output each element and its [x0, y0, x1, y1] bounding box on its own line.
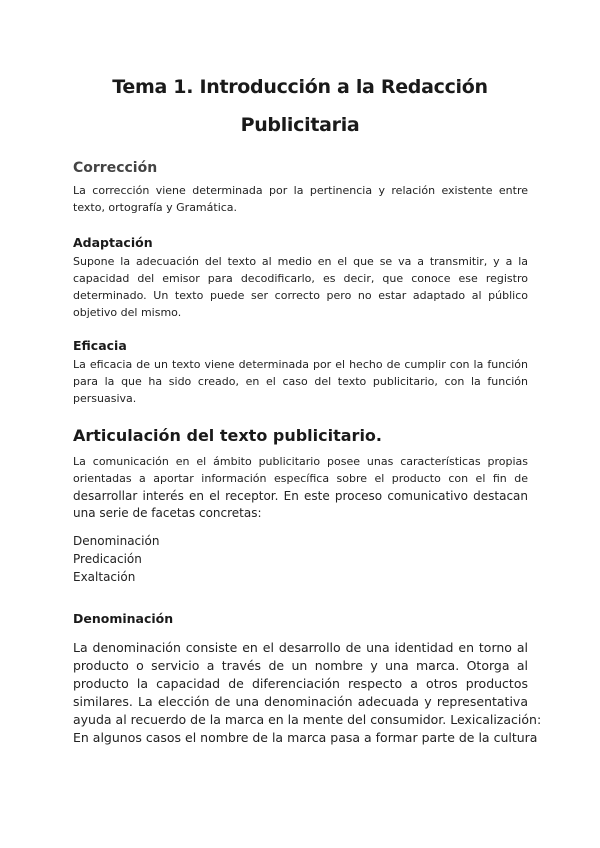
heading-denominacion: Denominación — [73, 611, 174, 626]
heading-correccion: Corrección — [73, 160, 158, 176]
paragraph-line: objetivo del mismo. — [73, 306, 182, 319]
paragraph-line: texto, ortografía y Gramática. — [73, 201, 238, 214]
paragraph-line: La denominación consiste en el desarrollo de una identidad en torno al — [73, 640, 528, 655]
heading-articulacion: Articulación del texto publicitario. — [73, 426, 382, 445]
paragraph-line: desarrollar interés en el receptor. En este proceso comunicativo destacan — [73, 489, 528, 503]
heading-eficacia: Eficacia — [73, 338, 127, 353]
heading-adaptacion: Adaptación — [73, 235, 153, 250]
paragraph-line: La eficacia de un texto viene determinada por el hecho de cumplir con la función — [73, 358, 528, 371]
paragraph-line: En algunos casos el nombre de la marca pasa a formar parte de la cultura — [73, 730, 538, 745]
paragraph-line: capacidad del emisor para decodificarlo, es decir, que conoce ese registro — [73, 272, 528, 285]
paragraph-line: La corrección viene determinada por la pertinencia y relación existente entre — [73, 184, 528, 197]
paragraph-line: persuasiva. — [73, 392, 137, 405]
paragraph-line: una serie de facetas concretas: — [73, 506, 262, 520]
paragraph-line: ayuda al recuerdo de la marca en la mente del consumidor. Lexicalización: — [73, 712, 542, 727]
list-item: Predicación — [73, 552, 142, 566]
paragraph-line: para la que ha sido creado, en el caso del texto publicitario, con la función — [73, 375, 528, 388]
paragraph-line: similares. La elección de una denominación adecuada y representativa — [73, 694, 528, 709]
paragraph-line: producto la capacidad de diferenciación respecto a otros productos — [73, 676, 528, 691]
document-title-line-2: Publicitaria — [240, 114, 360, 136]
list-item: Denominación — [73, 534, 160, 548]
paragraph-line: Supone la adecuación del texto al medio en el que se va a transmitir, y a la — [73, 255, 528, 268]
paragraph-line: orientadas a aportar información específica sobre el producto con el fin de — [73, 472, 528, 485]
document-title-line-1: Tema 1. Introducción a la Redacción — [112, 76, 488, 98]
list-item: Exaltación — [73, 570, 136, 584]
paragraph-line: La comunicación en el ámbito publicitario posee unas características propias — [73, 455, 528, 468]
paragraph-line: determinado. Un texto puede ser correcto pero no estar adaptado al público — [73, 289, 528, 302]
paragraph-line: producto o servicio a través de un nombre y una marca. Otorga al — [73, 658, 528, 673]
